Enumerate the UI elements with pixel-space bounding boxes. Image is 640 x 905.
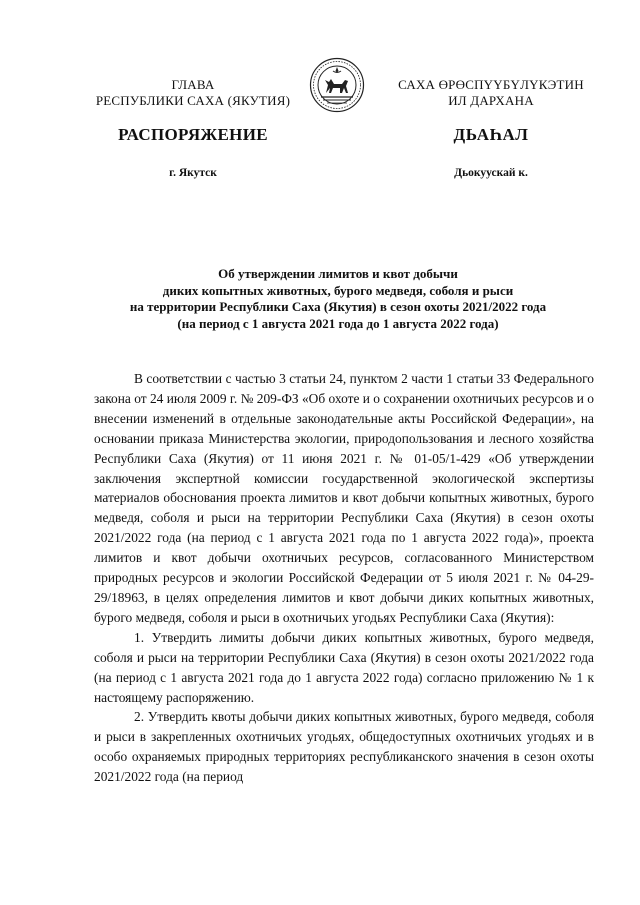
issuer-right <box>376 77 606 109</box>
doc-type-left: РАСПОРЯЖЕНИЕ <box>118 125 268 144</box>
issuer-left-line2: РЕСПУБЛИКИ САХА (ЯКУТИЯ) <box>95 93 291 108</box>
title-line-2: диких копытных животных, бурого медведя, соболя и рыси <box>162 282 514 298</box>
issuer-left-line1: ГЛАВА <box>171 77 215 92</box>
coat-of-arms-icon <box>309 57 365 113</box>
preamble-paragraph: В соответствии с частью 3 статьи 24, пунктом 2 части 1 статьи 33 Федерального закона от 24 июля 2009 г. № 209-ФЗ «Об охоте и о сохранении охотничьих ресурсов и о внесении изменений в отдельные законодательные акты Российской Федерации», на основании приказа Министерства экологии, природопользования и лесного хозяйства Республики Саха (Якутия) от 11 июня 2021 г. № 01-05/1-429 «Об утверждении заключения экспертной комиссии государственной экологической экспертизы материалов обоснования проекта лимитов и квот добычи копытных животных, бурого медведя, соболя и рыси на территории Республики Саха (Якутия) в сезон охоты 2021/2022 года (на период с 1 августа 2021 года по 1 августа 2022 года)», проекта лимитов и квот добычи охотничьих ресурсов, согласованного Министерством природных ресурсов и экологии Российской Федерации от 5 июля 2021 г. № 04-29-29/18963, в целях определения лимитов и квот добычи диких копытных животных, бурого медведя, соболя и рыси в охотничьих угодьях Республики Саха (Якутия): <box>94 371 594 625</box>
title-line-1: Об утверждении лимитов и квот добычи <box>218 266 458 281</box>
doc-type-right: ДЬАҺАЛ <box>453 125 529 144</box>
city-right: Дьокуускай к. <box>454 167 528 179</box>
issuer-left <box>78 77 308 109</box>
city-left: г. Якутск <box>169 167 217 179</box>
title-line-3: на территории Республики Саха (Якутия) в сезон охоты 2021/2022 года <box>129 299 547 314</box>
document-body <box>94 369 594 787</box>
item-2-paragraph: 2. Утвердить квоты добычи диких копытных животных, бурого медведя, соболя и рыси в закрепленных охотничьих угодьях, общедоступных охотничьих угодьях и в особо охраняемых природных территориях республиканского значения в сезон охоты 2021/2022 года (на период <box>94 709 594 785</box>
title-line-4: (на период с 1 августа 2021 года до 1 августа 2022 года) <box>177 315 499 331</box>
document-title <box>88 266 588 332</box>
item-1-paragraph: 1. Утвердить лимиты добычи диких копытных животных, бурого медведя, соболя и рыси на территории Республики Саха (Якутия) в сезон охоты 2021/2022 года (на период с 1 августа 2021 года до 1 августа 2022 года) согласно приложению № 1 к настоящему распоряжению. <box>94 629 594 705</box>
issuer-right-line1: САХА ӨРӨСПҮҮБҮЛҮКЭТИН <box>398 77 584 92</box>
issuer-right-line2: ИЛ ДАРХАНА <box>448 93 534 108</box>
